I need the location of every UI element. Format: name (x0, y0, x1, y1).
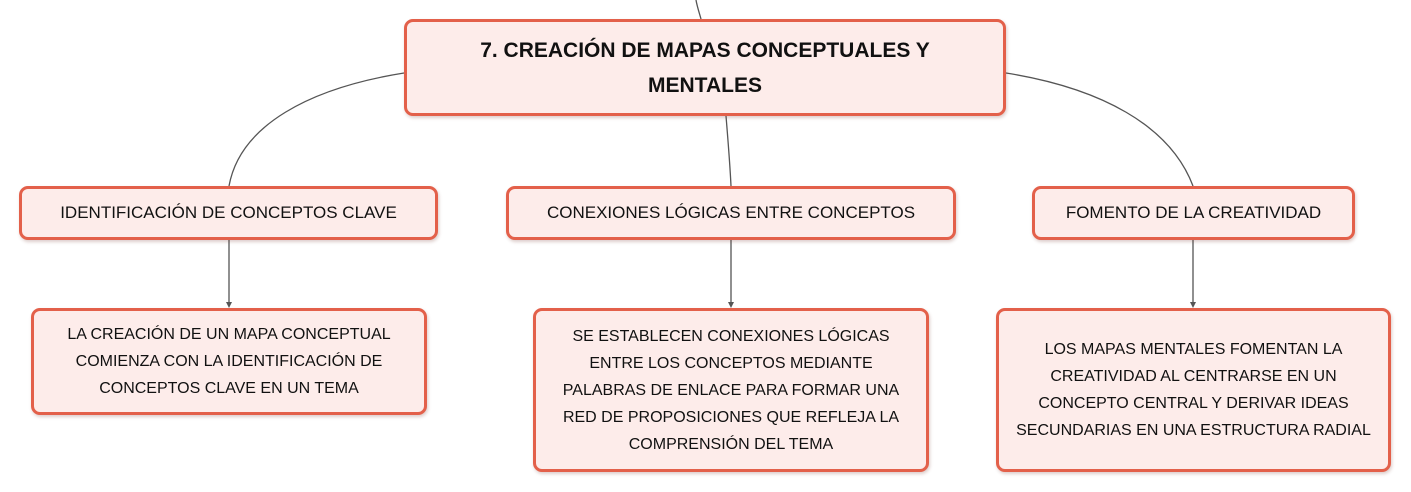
detail-node-conexiones[interactable] (533, 308, 929, 472)
detail-node-identificacion[interactable] (31, 308, 427, 415)
connector-root-to-branch-2 (726, 116, 731, 186)
topic-node-identificacion[interactable] (19, 186, 438, 240)
connector-parent-to-root (696, 0, 701, 19)
detail-text: LOS MAPAS MENTALES FOMENTAN LA CREATIVIDAD AL CENTRARSE EN UN CONCEPTO CENTRAL Y DERIVAR IDEAS SECUNDARIAS EN UNA ESTRUCTURA RADIAL (1016, 341, 1371, 439)
connector-root-to-branch-3 (1006, 73, 1193, 186)
detail-node-creatividad[interactable] (996, 308, 1391, 472)
detail-text: LA CREACIÓN DE UN MAPA CONCEPTUAL COMIENZA CON LA IDENTIFICACIÓN DE CONCEPTOS CLAVE EN UN TEMA (67, 326, 391, 397)
connector-root-to-branch-1 (229, 73, 404, 186)
topic-label: FOMENTO DE LA CREATIVIDAD (1065, 203, 1322, 222)
topic-label: IDENTIFICACIÓN DE CONCEPTOS CLAVE (60, 203, 397, 222)
topic-node-conexiones[interactable] (506, 186, 956, 240)
topic-node-creatividad[interactable] (1032, 186, 1355, 240)
root-topic-text: 7. CREACIÓN DE MAPAS CONCEPTUALES Y MENTALES (480, 38, 930, 97)
root-topic-node[interactable] (404, 19, 1006, 116)
detail-text: SE ESTABLECEN CONEXIONES LÓGICAS ENTRE LOS CONCEPTOS MEDIANTE PALABRAS DE ENLACE PARA FORMAR UNA RED DE PROPOSICIONES QUE REFLEJA LA COMPRENSIÓN DEL TEMA (562, 327, 900, 453)
topic-label: CONEXIONES LÓGICAS ENTRE CONCEPTOS (546, 203, 916, 222)
